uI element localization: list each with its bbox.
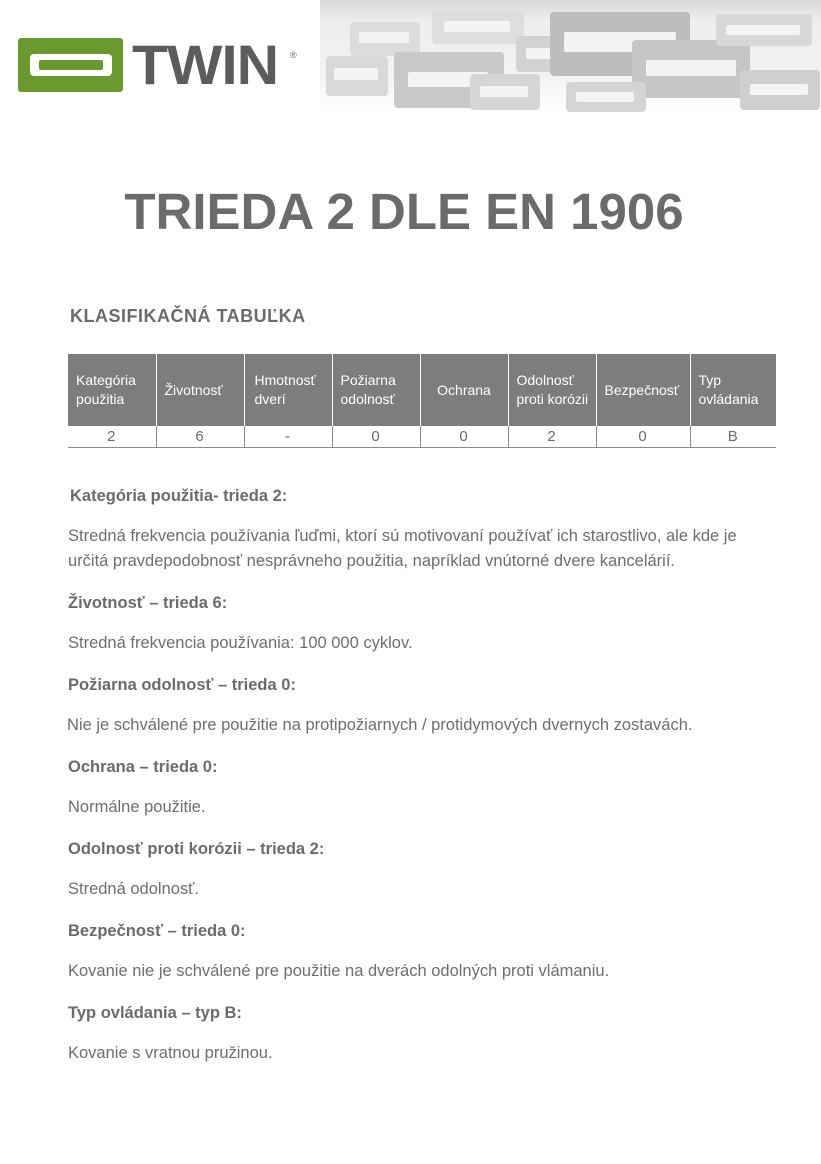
table-cell: B — [690, 426, 776, 448]
handle-logo-icon — [18, 38, 123, 92]
table-header-cell: Bezpečnosť — [596, 354, 690, 426]
table-header-cell: Ochrana — [420, 354, 508, 426]
description-heading: Odolnosť proti korózii – trieda 2: — [68, 840, 325, 858]
table-cell: 2 — [508, 426, 596, 448]
description-heading: Kategória použitia- trieda 2: — [70, 487, 288, 505]
description-text: Kovanie s vratnou pružinou. — [68, 1044, 273, 1062]
description-text: Stredná odolnosť. — [68, 880, 199, 898]
table-cell: 0 — [596, 426, 690, 448]
section-title: KLASIFIKAČNÁ TABUĽKA — [70, 306, 306, 326]
page-header — [0, 0, 821, 112]
description-heading: Typ ovládania – typ B: — [68, 1004, 242, 1022]
table-cell: 0 — [420, 426, 508, 448]
table-header-cell: Kategória použitia — [68, 354, 156, 426]
table-header-cell: Životnosť — [156, 354, 244, 426]
table-row — [68, 426, 776, 448]
page-title: TRIEDA 2 DLE EN 1906 — [124, 183, 684, 240]
table-cell: - — [244, 426, 332, 448]
table-header-cell: Odolnosť proti korózii — [508, 354, 596, 426]
product-collage-image — [320, 0, 821, 112]
description-heading: Bezpečnosť – trieda 0: — [68, 922, 246, 940]
description-heading: Životnosť – trieda 6: — [68, 594, 228, 612]
description-text: Kovanie nie je schválené pre použitie na dverách odolných proti vlámaniu. — [68, 962, 610, 980]
description-text: Nie je schválené pre použitie na protipožiarnych / protidymových dvernych zostavách. — [67, 716, 693, 734]
table-header-row — [68, 354, 776, 426]
table-cell: 6 — [156, 426, 244, 448]
description-text: Stredná frekvencia používania ľuďmi, ktorí sú motivovaní používať ich starostlivo, ale kde je určitá pravdepodobnosť nesprávneho použitia, napríklad vnútorné dvere kancelárií. — [68, 527, 737, 570]
table-header-cell: Požiarna odolnosť — [332, 354, 420, 426]
brand-name: TWIN — [132, 33, 279, 96]
description-heading: Ochrana – trieda 0: — [68, 758, 218, 776]
table-cell: 0 — [332, 426, 420, 448]
classification-table — [68, 354, 776, 448]
table-header-cell: Typ ovládania — [690, 354, 776, 426]
description-text: Stredná frekvencia používania: 100 000 cyklov. — [68, 634, 413, 652]
registered-mark: ® — [290, 50, 297, 60]
table-cell: 2 — [68, 426, 156, 448]
description-heading: Požiarna odolnosť – trieda 0: — [68, 676, 296, 694]
description-text: Normálne použitie. — [68, 798, 206, 816]
table-header-cell: Hmotnosť dverí — [244, 354, 332, 426]
